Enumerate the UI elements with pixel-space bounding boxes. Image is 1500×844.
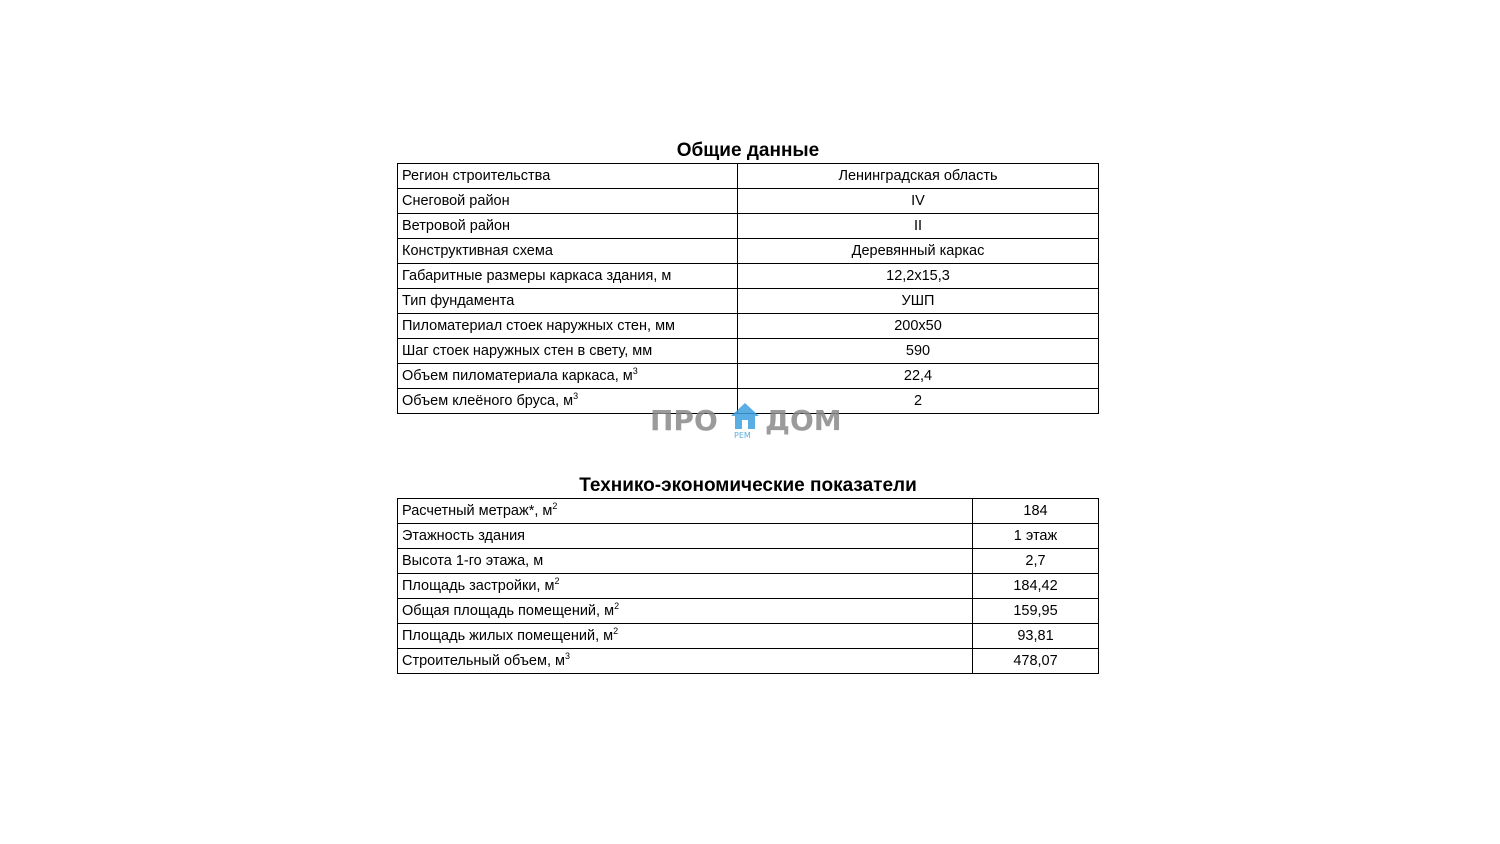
row-value: 200х50 bbox=[738, 314, 1099, 339]
row-label bbox=[398, 164, 738, 189]
table-row bbox=[398, 574, 1099, 599]
row-label-text: Площадь жилых помещений, м bbox=[402, 628, 614, 644]
general-data-title: Общие данные bbox=[676, 140, 820, 161]
row-label-text: Ветровой район bbox=[402, 218, 511, 234]
row-label-text: Строительный объем, м bbox=[402, 653, 565, 669]
table-row bbox=[398, 599, 1099, 624]
row-label-text: Площадь застройки, м bbox=[402, 578, 555, 594]
table-row bbox=[398, 314, 1099, 339]
row-label bbox=[398, 214, 738, 239]
row-label-text: Расчетный метраж*, м bbox=[402, 503, 553, 519]
unit-exponent: 3 bbox=[573, 391, 579, 402]
watermark-subtext: РЕМ bbox=[734, 431, 751, 440]
row-label bbox=[398, 289, 738, 314]
row-label-text: Тип фундамента bbox=[402, 293, 515, 309]
row-value: 2 bbox=[738, 389, 1099, 414]
table-row bbox=[398, 524, 1099, 549]
unit-exponent: 2 bbox=[613, 626, 619, 637]
row-value: II bbox=[738, 214, 1099, 239]
table-row bbox=[398, 624, 1099, 649]
row-label bbox=[398, 574, 973, 599]
table-row bbox=[398, 214, 1099, 239]
table-row bbox=[398, 339, 1099, 364]
row-value: 478,07 bbox=[973, 649, 1099, 674]
row-value: 12,2х15,3 bbox=[738, 264, 1099, 289]
row-value: Деревянный каркас bbox=[738, 239, 1099, 264]
row-label bbox=[398, 189, 738, 214]
row-label bbox=[398, 524, 973, 549]
watermark-text-left: ПРО bbox=[650, 404, 718, 437]
table-row bbox=[398, 264, 1099, 289]
row-label bbox=[398, 264, 738, 289]
table-row bbox=[398, 649, 1099, 674]
row-value: 184,42 bbox=[973, 574, 1099, 599]
row-label bbox=[398, 314, 738, 339]
unit-exponent: 2 bbox=[614, 601, 620, 612]
row-value: 22,4 bbox=[738, 364, 1099, 389]
pro-dom-watermark bbox=[650, 402, 850, 442]
row-label-text: Шаг стоек наружных стен в свету, мм bbox=[402, 343, 653, 359]
row-label-text: Габаритные размеры каркаса здания, м bbox=[402, 268, 672, 284]
table-row bbox=[398, 164, 1099, 189]
row-label-text: Объем пиломатериала каркаса, м bbox=[402, 368, 633, 384]
row-label bbox=[398, 624, 973, 649]
row-value: IV bbox=[738, 189, 1099, 214]
house-icon bbox=[730, 402, 760, 430]
row-label-text: Регион строительства bbox=[402, 168, 551, 184]
tech-indicators-table bbox=[397, 498, 1099, 674]
row-value: Ленинградская область bbox=[738, 164, 1099, 189]
row-label-text: Пиломатериал стоек наружных стен, мм bbox=[402, 318, 676, 334]
row-label-text: Высота 1-го этажа, м bbox=[402, 553, 544, 569]
row-label-text: Конструктивная схема bbox=[402, 243, 553, 259]
table-row bbox=[398, 189, 1099, 214]
row-label-text: Снеговой район bbox=[402, 193, 510, 209]
unit-exponent: 2 bbox=[554, 576, 560, 587]
row-label bbox=[398, 599, 973, 624]
row-label bbox=[398, 649, 973, 674]
table-row bbox=[398, 289, 1099, 314]
row-value: УШП bbox=[738, 289, 1099, 314]
watermark-text-right: ДОМ bbox=[765, 404, 842, 437]
tech-indicators-title: Технико-экономические показатели bbox=[579, 475, 917, 496]
row-value: 1 этаж bbox=[973, 524, 1099, 549]
general-data-table bbox=[397, 163, 1099, 414]
row-label-text: Объем клеёного бруса, м bbox=[402, 393, 574, 409]
row-value: 184 bbox=[973, 499, 1099, 524]
row-value: 2,7 bbox=[973, 549, 1099, 574]
row-label bbox=[398, 239, 738, 264]
table-row bbox=[398, 549, 1099, 574]
table-row bbox=[398, 364, 1099, 389]
unit-exponent: 3 bbox=[564, 651, 570, 662]
row-label bbox=[398, 499, 973, 524]
row-label bbox=[398, 339, 738, 364]
row-label bbox=[398, 549, 973, 574]
row-label bbox=[398, 364, 738, 389]
row-label-text: Общая площадь помещений, м bbox=[402, 603, 615, 619]
unit-exponent: 2 bbox=[552, 501, 558, 512]
row-value: 590 bbox=[738, 339, 1099, 364]
unit-exponent: 3 bbox=[632, 366, 638, 377]
table-row bbox=[398, 239, 1099, 264]
row-value: 159,95 bbox=[973, 599, 1099, 624]
table-row bbox=[398, 499, 1099, 524]
row-value: 93,81 bbox=[973, 624, 1099, 649]
row-label-text: Этажность здания bbox=[402, 528, 526, 544]
